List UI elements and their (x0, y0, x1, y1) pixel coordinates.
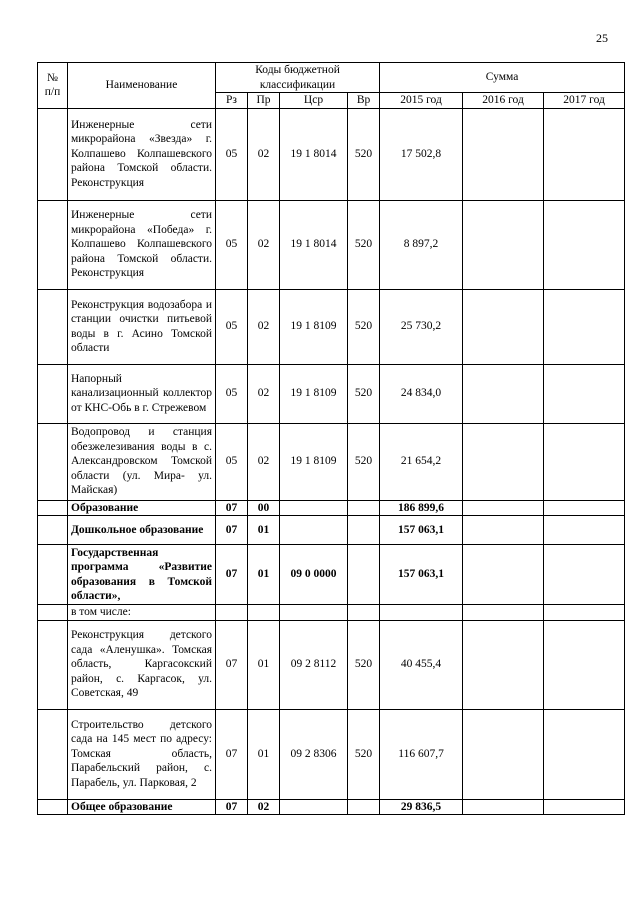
row-pr: 02 (248, 200, 280, 289)
row-sum-2017 (544, 364, 625, 423)
header-rz: Рз (216, 93, 248, 109)
table-row (38, 108, 625, 200)
table-row (38, 709, 625, 799)
row-sum-2017 (544, 200, 625, 289)
row-pr (248, 605, 280, 621)
table-row (38, 620, 625, 709)
row-sum-2017 (544, 108, 625, 200)
row-rz: 07 (216, 516, 248, 545)
row-sum-2015: 24 834,0 (380, 364, 463, 423)
row-sum-2015: 186 899,6 (380, 500, 463, 516)
row-vr (348, 545, 380, 605)
row-number (38, 108, 68, 200)
row-rz: 07 (216, 545, 248, 605)
header-num: № п/п (38, 63, 68, 109)
row-rz: 07 (216, 709, 248, 799)
table-row (38, 289, 625, 364)
row-number (38, 620, 68, 709)
row-vr: 520 (348, 423, 380, 500)
row-name: в том числе: (68, 605, 216, 621)
header-2017: 2017 год (544, 93, 625, 109)
table-row (38, 605, 625, 621)
row-csr (280, 799, 348, 815)
row-sum-2016 (463, 289, 544, 364)
row-sum-2017 (544, 620, 625, 709)
row-number (38, 423, 68, 500)
row-name: Дошкольное образование (68, 516, 216, 545)
row-csr: 09 0 0000 (280, 545, 348, 605)
row-rz: 07 (216, 620, 248, 709)
row-sum-2015: 25 730,2 (380, 289, 463, 364)
row-csr (280, 516, 348, 545)
row-pr: 01 (248, 516, 280, 545)
budget-table (37, 62, 625, 815)
header-csr: Цср (280, 93, 348, 109)
row-csr: 19 1 8014 (280, 200, 348, 289)
row-number (38, 289, 68, 364)
row-csr: 19 1 8109 (280, 423, 348, 500)
row-number (38, 500, 68, 516)
page-number: 25 (596, 31, 608, 45)
row-sum-2016 (463, 423, 544, 500)
row-name: Инженерные сети микрорайона «Звезда» г. Колпашево Колпашевского района Томской области. Реконструкция (68, 108, 216, 200)
row-csr (280, 605, 348, 621)
row-csr: 09 2 8112 (280, 620, 348, 709)
row-sum-2015: 40 455,4 (380, 620, 463, 709)
table-row (38, 423, 625, 500)
row-sum-2015: 29 836,5 (380, 799, 463, 815)
row-rz: 05 (216, 108, 248, 200)
row-pr: 02 (248, 364, 280, 423)
row-sum-2015 (380, 605, 463, 621)
row-csr (280, 500, 348, 516)
row-name: Реконструкция детского сада «Аленушка». Томская область, Каргасокский район, с. Каргасок, ул. Советская, 49 (68, 620, 216, 709)
row-name: Инженерные сети микрорайона «Победа» г. Колпашево Колпашевского района Томской области. Реконструкция (68, 200, 216, 289)
table-row (38, 516, 625, 545)
row-pr: 01 (248, 620, 280, 709)
row-sum-2015: 157 063,1 (380, 516, 463, 545)
row-vr: 520 (348, 200, 380, 289)
row-rz (216, 605, 248, 621)
row-sum-2016 (463, 516, 544, 545)
row-name: Строительство детского сада на 145 мест по адресу: Томская область, Парабельский район, с. Парабель, ул. Парковая, 2 (68, 709, 216, 799)
row-number (38, 605, 68, 621)
row-rz: 07 (216, 799, 248, 815)
header-codes-group: Коды бюджетной классификации (216, 63, 380, 93)
row-vr (348, 516, 380, 545)
row-number (38, 200, 68, 289)
row-name: Водопровод и станция обезжелезивания воды в с. Александровском Томской области (ул. Мира- ул. Майская) (68, 423, 216, 500)
row-sum-2017 (544, 545, 625, 605)
row-sum-2017 (544, 799, 625, 815)
row-rz: 05 (216, 289, 248, 364)
table-row (38, 364, 625, 423)
row-pr: 00 (248, 500, 280, 516)
row-number (38, 799, 68, 815)
table-row (38, 545, 625, 605)
row-csr: 19 1 8109 (280, 289, 348, 364)
row-sum-2017 (544, 516, 625, 545)
row-sum-2016 (463, 364, 544, 423)
row-pr: 02 (248, 289, 280, 364)
row-name: Образование (68, 500, 216, 516)
row-vr: 520 (348, 108, 380, 200)
row-rz: 07 (216, 500, 248, 516)
row-csr: 09 2 8306 (280, 709, 348, 799)
row-number (38, 364, 68, 423)
row-vr (348, 799, 380, 815)
row-name: Государственная программа «Развитие образования в Томской области», (68, 545, 216, 605)
row-vr: 520 (348, 364, 380, 423)
row-number (38, 516, 68, 545)
row-pr: 01 (248, 545, 280, 605)
header-name: Наименование (68, 63, 216, 109)
row-sum-2016 (463, 200, 544, 289)
row-name: Общее образование (68, 799, 216, 815)
row-csr: 19 1 8014 (280, 108, 348, 200)
row-vr (348, 605, 380, 621)
row-sum-2016 (463, 545, 544, 605)
row-sum-2016 (463, 605, 544, 621)
row-sum-2017 (544, 423, 625, 500)
row-name: Напорный канализационный коллектор от КНС-Обь в г. Стрежевом (68, 364, 216, 423)
row-pr: 02 (248, 108, 280, 200)
row-sum-2015: 17 502,8 (380, 108, 463, 200)
header-vr: Вр (348, 93, 380, 109)
table-row (38, 200, 625, 289)
row-sum-2016 (463, 620, 544, 709)
row-csr: 19 1 8109 (280, 364, 348, 423)
row-rz: 05 (216, 200, 248, 289)
row-pr: 02 (248, 799, 280, 815)
row-sum-2016 (463, 500, 544, 516)
row-pr: 02 (248, 423, 280, 500)
row-number (38, 709, 68, 799)
row-sum-2017 (544, 289, 625, 364)
row-name: Реконструкция водозабора и станции очистки питьевой воды в г. Асино Томской области (68, 289, 216, 364)
row-rz: 05 (216, 364, 248, 423)
row-sum-2015: 157 063,1 (380, 545, 463, 605)
row-sum-2015: 21 654,2 (380, 423, 463, 500)
row-vr (348, 500, 380, 516)
row-rz: 05 (216, 423, 248, 500)
header-pr: Пр (248, 93, 280, 109)
row-sum-2016 (463, 108, 544, 200)
header-2016: 2016 год (463, 93, 544, 109)
row-pr: 01 (248, 709, 280, 799)
header-sum-group: Сумма (380, 63, 625, 93)
row-sum-2015: 116 607,7 (380, 709, 463, 799)
row-vr: 520 (348, 289, 380, 364)
table-row (38, 799, 625, 815)
row-sum-2016 (463, 709, 544, 799)
row-sum-2017 (544, 500, 625, 516)
table-row (38, 500, 625, 516)
row-sum-2017 (544, 709, 625, 799)
row-sum-2017 (544, 605, 625, 621)
row-vr: 520 (348, 620, 380, 709)
row-vr: 520 (348, 709, 380, 799)
header-2015: 2015 год (380, 93, 463, 109)
row-sum-2015: 8 897,2 (380, 200, 463, 289)
row-number (38, 545, 68, 605)
row-sum-2016 (463, 799, 544, 815)
